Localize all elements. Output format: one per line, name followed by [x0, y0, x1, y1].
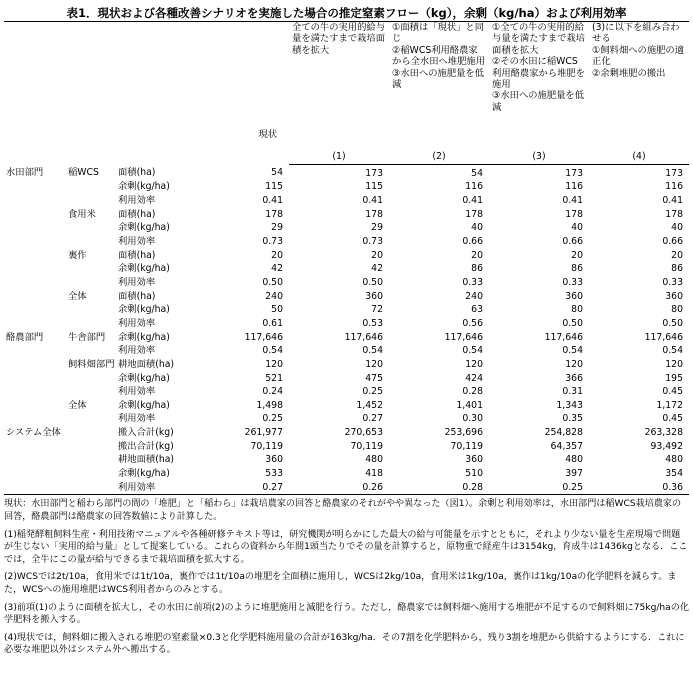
- note-3: (3)前項(1)のように面積を拡大し，その水田に前項(2)のように堆肥施用と減肥を行う。ただし，酪農家では飼料畑へ施用する堆肥が不足するので飼料畑に75kg/haの化学肥料を搬入する。: [4, 602, 689, 626]
- value-cell: 173: [665, 167, 684, 179]
- value-cell: 29: [371, 222, 384, 234]
- table-body: [4, 164, 689, 495]
- value-cell: 20: [371, 249, 384, 261]
- value-cell: 354: [665, 468, 684, 480]
- value-cell: 50: [271, 304, 284, 316]
- value-cell: 117,646: [644, 331, 684, 343]
- value-cell: 521: [265, 372, 284, 384]
- row-item: 利用効率: [118, 413, 156, 425]
- table-row: [4, 399, 689, 413]
- value-cell: 178: [265, 208, 284, 220]
- value-cell: 0.26: [289, 481, 389, 495]
- value-cell: 0.35: [562, 413, 584, 425]
- value-cell: 120: [365, 358, 384, 370]
- value-cell: 0.53: [362, 317, 384, 329]
- value-cell: 20: [571, 249, 584, 261]
- note-1: (1)稲発酵粗飼料生産・利用技術マニュアルや各種研修テキスト等は，研究機関が明らかにした最大の給与可能量を示すとともに，それより少ない量を生産現場で問題が生じない「実用的給与量」として提案している。これらの資料から年間1頭当たりでその量を計算すると，原物重で経産牛は3154kg，育成牛は1436kgとなる．ここでは，全牛にこの量が給与できるまで栽培面積を拡大する。: [4, 529, 688, 565]
- value-cell: 0.50: [662, 317, 684, 329]
- table-row: [4, 453, 689, 467]
- value-cell: 116: [565, 181, 584, 193]
- row-item: 面積(ha): [118, 290, 156, 302]
- value-cell: 173: [565, 167, 584, 179]
- value-cell: 178: [665, 208, 684, 220]
- row-item: 耕地面積(ha): [118, 358, 175, 370]
- value-cell: 0.25: [489, 481, 589, 495]
- row-item: 余剰(kg/ha): [118, 263, 170, 275]
- row-item: 利用効率: [118, 317, 156, 329]
- value-cell: 20: [271, 249, 284, 261]
- table-row: [4, 358, 689, 372]
- value-cell: 240: [265, 290, 284, 302]
- row-department: [4, 276, 66, 290]
- row-item: 余剰(kg/ha): [118, 222, 170, 234]
- value-cell: 70,119: [250, 440, 284, 452]
- row-item: 利用効率: [118, 386, 156, 398]
- row-section: [66, 453, 116, 467]
- row-item: 面積(ha): [118, 249, 156, 261]
- value-cell: 86: [571, 263, 584, 275]
- value-cell: 0.50: [562, 317, 584, 329]
- row-item: 余剰(kg/ha): [118, 468, 170, 480]
- row-section: [66, 426, 116, 440]
- value-cell: 254,828: [544, 427, 584, 439]
- table-row: [4, 180, 689, 194]
- value-cell: 480: [365, 454, 384, 466]
- row-section: 全体: [68, 399, 87, 411]
- row-department: [4, 385, 66, 399]
- row-section: 飼料畑部門: [68, 358, 115, 370]
- value-cell: 1,172: [656, 399, 684, 411]
- row-item: 利用効率: [116, 481, 226, 495]
- row-department: [4, 412, 66, 426]
- value-cell: 40: [471, 222, 484, 234]
- value-cell: 261,977: [244, 427, 284, 439]
- value-cell: 93,492: [650, 440, 684, 452]
- value-cell: 0.50: [362, 276, 384, 288]
- row-item: 搬入合計(kg): [118, 427, 174, 439]
- row-department: [4, 194, 66, 208]
- value-cell: 64,357: [550, 440, 584, 452]
- value-cell: 0.28: [389, 481, 489, 495]
- row-department: 酪農部門: [6, 331, 44, 343]
- row-department: [4, 399, 66, 413]
- table-row: [4, 426, 689, 440]
- value-cell: 20: [471, 249, 484, 261]
- value-cell: 40: [671, 222, 684, 234]
- table-row: [4, 385, 689, 399]
- value-cell: 533: [265, 468, 284, 480]
- value-cell: 1,343: [556, 399, 584, 411]
- value-cell: 40: [571, 222, 584, 234]
- table-row: [4, 372, 689, 386]
- value-cell: 0.41: [262, 194, 284, 206]
- table-row: [4, 276, 689, 290]
- value-cell: 115: [265, 181, 284, 193]
- value-cell: 480: [565, 454, 584, 466]
- row-department: [4, 303, 66, 317]
- value-cell: 42: [371, 263, 384, 275]
- value-cell: 70,119: [450, 440, 484, 452]
- value-cell: 0.27: [362, 413, 384, 425]
- row-department: [4, 453, 66, 467]
- table-row: [4, 221, 689, 235]
- value-cell: 0.27: [226, 481, 289, 495]
- value-cell: 178: [465, 208, 484, 220]
- value-cell: 120: [465, 358, 484, 370]
- row-section: [66, 180, 116, 194]
- table-row: [4, 235, 689, 249]
- col-s4-desc: (3)に以下を組み合わせる ①飼料畑への施肥の適正化 ②余剰堆肥の搬出: [589, 22, 689, 147]
- table-row: [4, 317, 689, 331]
- value-cell: 366: [565, 372, 584, 384]
- value-cell: 1,452: [356, 399, 384, 411]
- table-row: [4, 262, 689, 276]
- value-cell: 1,401: [456, 399, 484, 411]
- row-department: [4, 344, 66, 358]
- row-section: [66, 412, 116, 426]
- value-cell: 80: [671, 304, 684, 316]
- table-title: 表1．現状および各種改善シナリオを実施した場合の推定窒素フロー（kg），余剰（kg/ha）および利用効率: [66, 6, 627, 20]
- row-item: 余剰(kg/ha): [118, 399, 170, 411]
- row-department: [4, 221, 66, 235]
- row-section: [66, 276, 116, 290]
- note-2: (2)WCSでは2t/10a，食用米では1t/10a，裏作では1t/10aの堆肥を全面積に施用し，WCSは2kg/10a，食用米は1kg/10a，裏作は1kg/10aの化学肥料を減らす。また，WCSへの施用堆肥はWCS利用者からのみとする。: [4, 572, 677, 595]
- value-cell: 424: [465, 372, 484, 384]
- row-item: 面積(ha): [118, 167, 156, 179]
- value-cell: 70,119: [350, 440, 384, 452]
- row-department: [4, 481, 66, 495]
- note-4: (4)現状では，飼料畑に搬入される堆肥の窒素量×0.3と化学肥料施用量の合計が163kg/ha．その7割を化学肥料から，残り3割を堆肥から供給するようにする．これに必要な堆肥以外はシステム外へ搬出する。: [4, 632, 685, 656]
- value-cell: 173: [365, 167, 384, 179]
- row-section: 食用米: [68, 208, 96, 220]
- row-department: [4, 180, 66, 194]
- value-cell: 360: [465, 454, 484, 466]
- value-cell: 195: [665, 372, 684, 384]
- value-cell: 0.41: [362, 194, 384, 206]
- row-section: [66, 372, 116, 386]
- value-cell: 54: [271, 167, 284, 179]
- row-section: [66, 262, 116, 276]
- row-department: 水田部門: [6, 167, 44, 179]
- value-cell: 116: [465, 181, 484, 193]
- row-item: 利用効率: [118, 194, 156, 206]
- value-cell: 0.66: [662, 235, 684, 247]
- value-cell: 0.41: [562, 194, 584, 206]
- col-s3-number: (3): [489, 146, 589, 164]
- value-cell: 115: [365, 181, 384, 193]
- row-item: 余剰(kg/ha): [118, 331, 170, 343]
- row-department: [4, 208, 66, 222]
- table-row: [4, 249, 689, 263]
- value-cell: 120: [265, 358, 284, 370]
- value-cell: 0.33: [662, 276, 684, 288]
- row-item: 利用効率: [118, 345, 156, 357]
- value-cell: 0.54: [662, 345, 684, 357]
- table-row: [4, 467, 689, 481]
- row-item: 利用効率: [118, 235, 156, 247]
- value-cell: 86: [671, 263, 684, 275]
- col-s4-number: (4): [589, 146, 689, 164]
- value-cell: 63: [471, 304, 484, 316]
- value-cell: 0.66: [462, 235, 484, 247]
- value-cell: 240: [465, 290, 484, 302]
- value-cell: 0.41: [662, 194, 684, 206]
- value-cell: 0.50: [262, 276, 284, 288]
- value-cell: 72: [371, 304, 384, 316]
- value-cell: 360: [365, 290, 384, 302]
- value-cell: 117,646: [544, 331, 584, 343]
- note-current: 現状：水田部門と稲わら部門の間の「堆肥」と「稲わら」は栽培農家の回答と酪農家のそれがやや異なった（図1）。余剰と利用効率は，水田部門は稲WCS栽培農家の回答，酪農部門は酪農家の回答数値により計算した。: [4, 499, 682, 522]
- value-cell: 0.25: [262, 413, 284, 425]
- table-row: [4, 344, 689, 358]
- value-cell: 0.24: [262, 386, 284, 398]
- value-cell: 0.73: [262, 235, 284, 247]
- col-s2-desc: ①面積は「現状」と同じ ②稲WCS利用酪農家から全水田へ堆肥施用 ③水田への施肥量を低減: [389, 22, 489, 147]
- value-cell: 0.31: [562, 386, 584, 398]
- col-s2-number: (2): [389, 146, 489, 164]
- row-section: [66, 194, 116, 208]
- value-cell: 117,646: [244, 331, 284, 343]
- value-cell: 0.25: [362, 386, 384, 398]
- value-cell: 253,696: [444, 427, 484, 439]
- value-cell: 0.56: [462, 317, 484, 329]
- row-section: [66, 235, 116, 249]
- value-cell: 116: [665, 181, 684, 193]
- value-cell: 0.54: [562, 345, 584, 357]
- value-cell: 0.54: [262, 345, 284, 357]
- row-department: [4, 249, 66, 263]
- value-cell: 263,328: [644, 427, 684, 439]
- row-section: [66, 440, 116, 454]
- value-cell: 480: [665, 454, 684, 466]
- footnotes: [4, 498, 689, 657]
- nitrogen-flow-table: [4, 21, 689, 495]
- value-cell: 120: [565, 358, 584, 370]
- value-cell: 360: [565, 290, 584, 302]
- row-department: [4, 467, 66, 481]
- table-row: [4, 164, 689, 180]
- value-cell: 0.54: [362, 345, 384, 357]
- value-cell: 0.36: [589, 481, 689, 495]
- col-s1-desc: 全ての牛の実用的給与量を満たすまで栽培面積を拡大: [289, 22, 389, 147]
- value-cell: 510: [465, 468, 484, 480]
- value-cell: 42: [271, 263, 284, 275]
- row-item: 面積(ha): [118, 208, 156, 220]
- col-s3-desc: ①全ての牛の実用的給与量を満たすまで栽培面積を拡大 ②その水田に稲WCS利用酪農家から堆肥を施用 ③水田への施肥量を低減: [489, 22, 589, 147]
- value-cell: 0.73: [362, 235, 384, 247]
- value-cell: 0.61: [262, 317, 284, 329]
- value-cell: 1,498: [256, 399, 284, 411]
- value-cell: 0.45: [662, 386, 684, 398]
- row-section: [66, 344, 116, 358]
- row-item: 余剰(kg/ha): [118, 181, 170, 193]
- value-cell: 360: [265, 454, 284, 466]
- value-cell: 0.66: [562, 235, 584, 247]
- row-section: [66, 303, 116, 317]
- row-section: 稲WCS: [68, 167, 99, 179]
- table-row: [4, 331, 689, 345]
- row-item: 余剰(kg/ha): [118, 372, 170, 384]
- value-cell: 86: [471, 263, 484, 275]
- value-cell: 0.33: [462, 276, 484, 288]
- table-row: [4, 208, 689, 222]
- row-section: 裏作: [68, 249, 87, 261]
- row-item: 搬出合計(kg): [118, 440, 174, 452]
- row-section: [66, 317, 116, 331]
- value-cell: 418: [365, 468, 384, 480]
- row-department: [4, 317, 66, 331]
- value-cell: 475: [365, 372, 384, 384]
- value-cell: 0.41: [462, 194, 484, 206]
- value-cell: 0.54: [462, 345, 484, 357]
- row-section: [66, 467, 116, 481]
- row-department: [4, 235, 66, 249]
- value-cell: 360: [665, 290, 684, 302]
- row-item: 耕地面積(ha): [118, 454, 175, 466]
- value-cell: 117,646: [344, 331, 384, 343]
- table-row: [4, 194, 689, 208]
- row-section: 全体: [68, 290, 87, 302]
- value-cell: 178: [365, 208, 384, 220]
- value-cell: 0.30: [462, 413, 484, 425]
- row-section: [66, 481, 116, 495]
- value-cell: 0.28: [462, 386, 484, 398]
- table-row: [4, 303, 689, 317]
- row-department: [4, 440, 66, 454]
- value-cell: 117,646: [444, 331, 484, 343]
- col-current-header: 現状: [226, 22, 289, 165]
- row-item: 余剰(kg/ha): [118, 304, 170, 316]
- value-cell: 29: [271, 222, 284, 234]
- table-row: [4, 290, 689, 304]
- row-department: [4, 358, 66, 372]
- value-cell: 120: [665, 358, 684, 370]
- value-cell: 80: [571, 304, 584, 316]
- table-row: [4, 440, 689, 454]
- table-row: [4, 481, 689, 495]
- row-department: システム全体: [6, 427, 61, 439]
- value-cell: 0.45: [662, 413, 684, 425]
- row-department: [4, 290, 66, 304]
- table-row: [4, 412, 689, 426]
- value-cell: 20: [671, 249, 684, 261]
- row-section: [66, 385, 116, 399]
- document: [4, 6, 689, 658]
- row-item: 利用効率: [118, 276, 156, 288]
- value-cell: 0.33: [562, 276, 584, 288]
- value-cell: 397: [565, 468, 584, 480]
- row-department: [4, 262, 66, 276]
- header-row: [4, 22, 689, 147]
- value-cell: 54: [471, 167, 484, 179]
- row-department: [4, 372, 66, 386]
- value-cell: 270,653: [344, 427, 384, 439]
- value-cell: 178: [565, 208, 584, 220]
- row-section: [66, 221, 116, 235]
- col-s1-number: (1): [289, 146, 389, 164]
- row-section: 牛舎部門: [68, 331, 106, 343]
